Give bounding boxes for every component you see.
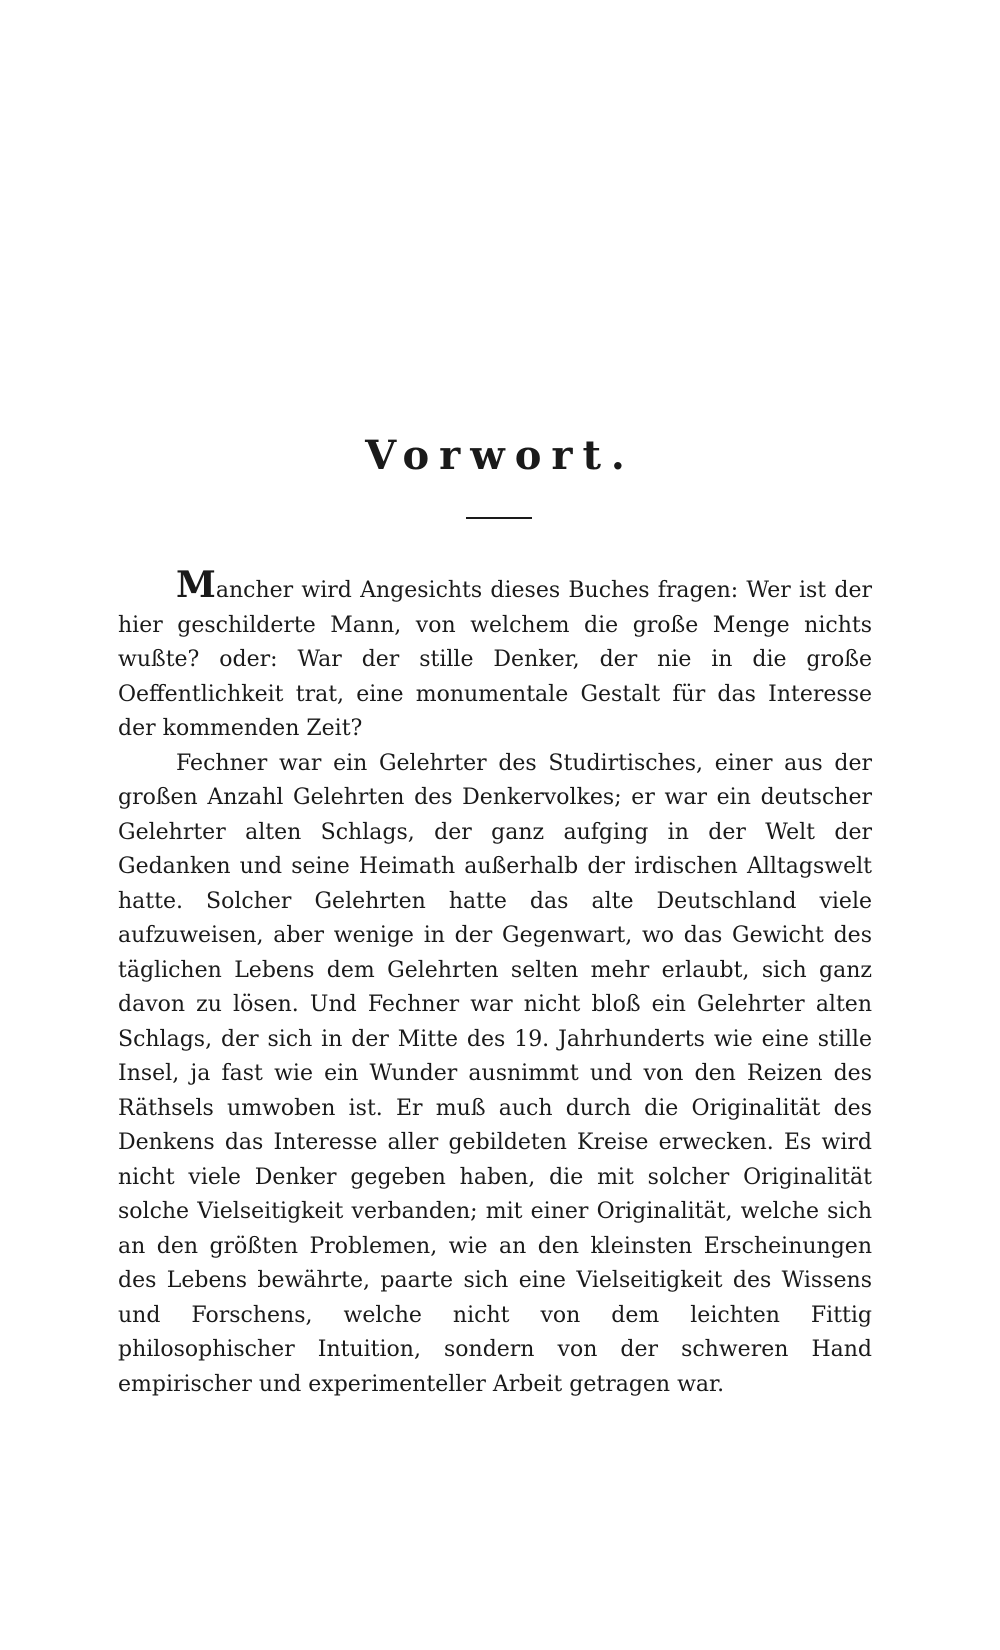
paragraph-1 (118, 564, 872, 747)
paragraph-1-initial: M (176, 564, 216, 606)
paragraph-2-text: Fechner war ein Gelehrter des Studirtisches, einer aus der großen Anzahl Gelehrten des Denkervolkes; er war ein deutscher Gelehrter alten Schlags, der ganz aufging in der Welt der Gedanken und seine Heimath außerhalb der irdischen Alltagswelt hatte. Solcher Gelehrten hatte das alte Deutschland viele aufzuweisen, aber wenige in der Gegenwart, wo das Gewicht des täglichen Lebens dem Gelehrten selten mehr erlaubt, sich ganz davon zu lösen. Und Fechner war nicht bloß ein Gelehrter alten Schlags, der sich in der Mitte des 19. Jahrhunderts wie eine stille Insel, ja fast wie ein Wunder ausnimmt und von den Reizen des Räthsels umwoben ist. Er muß auch durch die Originalität des Denkens das Interesse aller gebildeten Kreise erwecken. Es wird nicht viele Denker gegeben haben, die mit solcher Originalität solche Vielseitigkeit verbanden; mit einer Originalität, welche sich an den größten Problemen, wie an den kleinsten Erscheinungen des Lebens bewährte, paarte sich eine Vielseitigkeit des Wissens und Forschens, welche nicht von dem leichten Fittig philosophischer Intuition, sondern von der schweren Hand empirischer und experimenteller Arbeit getragen war. (118, 750, 872, 1397)
page-title: Vorwort. (365, 432, 635, 479)
title-divider (466, 517, 532, 519)
paragraph-1-text: ancher wird Angesichts dieses Buches fragen: Wer ist der hier geschilderte Mann, von welchem die große Menge nichts wußte? oder: War der stille Denker, der nie in die große Oeffentlichkeit trat, eine monumentale Gestalt für das Interesse der kommenden Zeit? (118, 578, 872, 741)
paragraph-2 (118, 747, 872, 1403)
body-text (118, 564, 872, 1402)
